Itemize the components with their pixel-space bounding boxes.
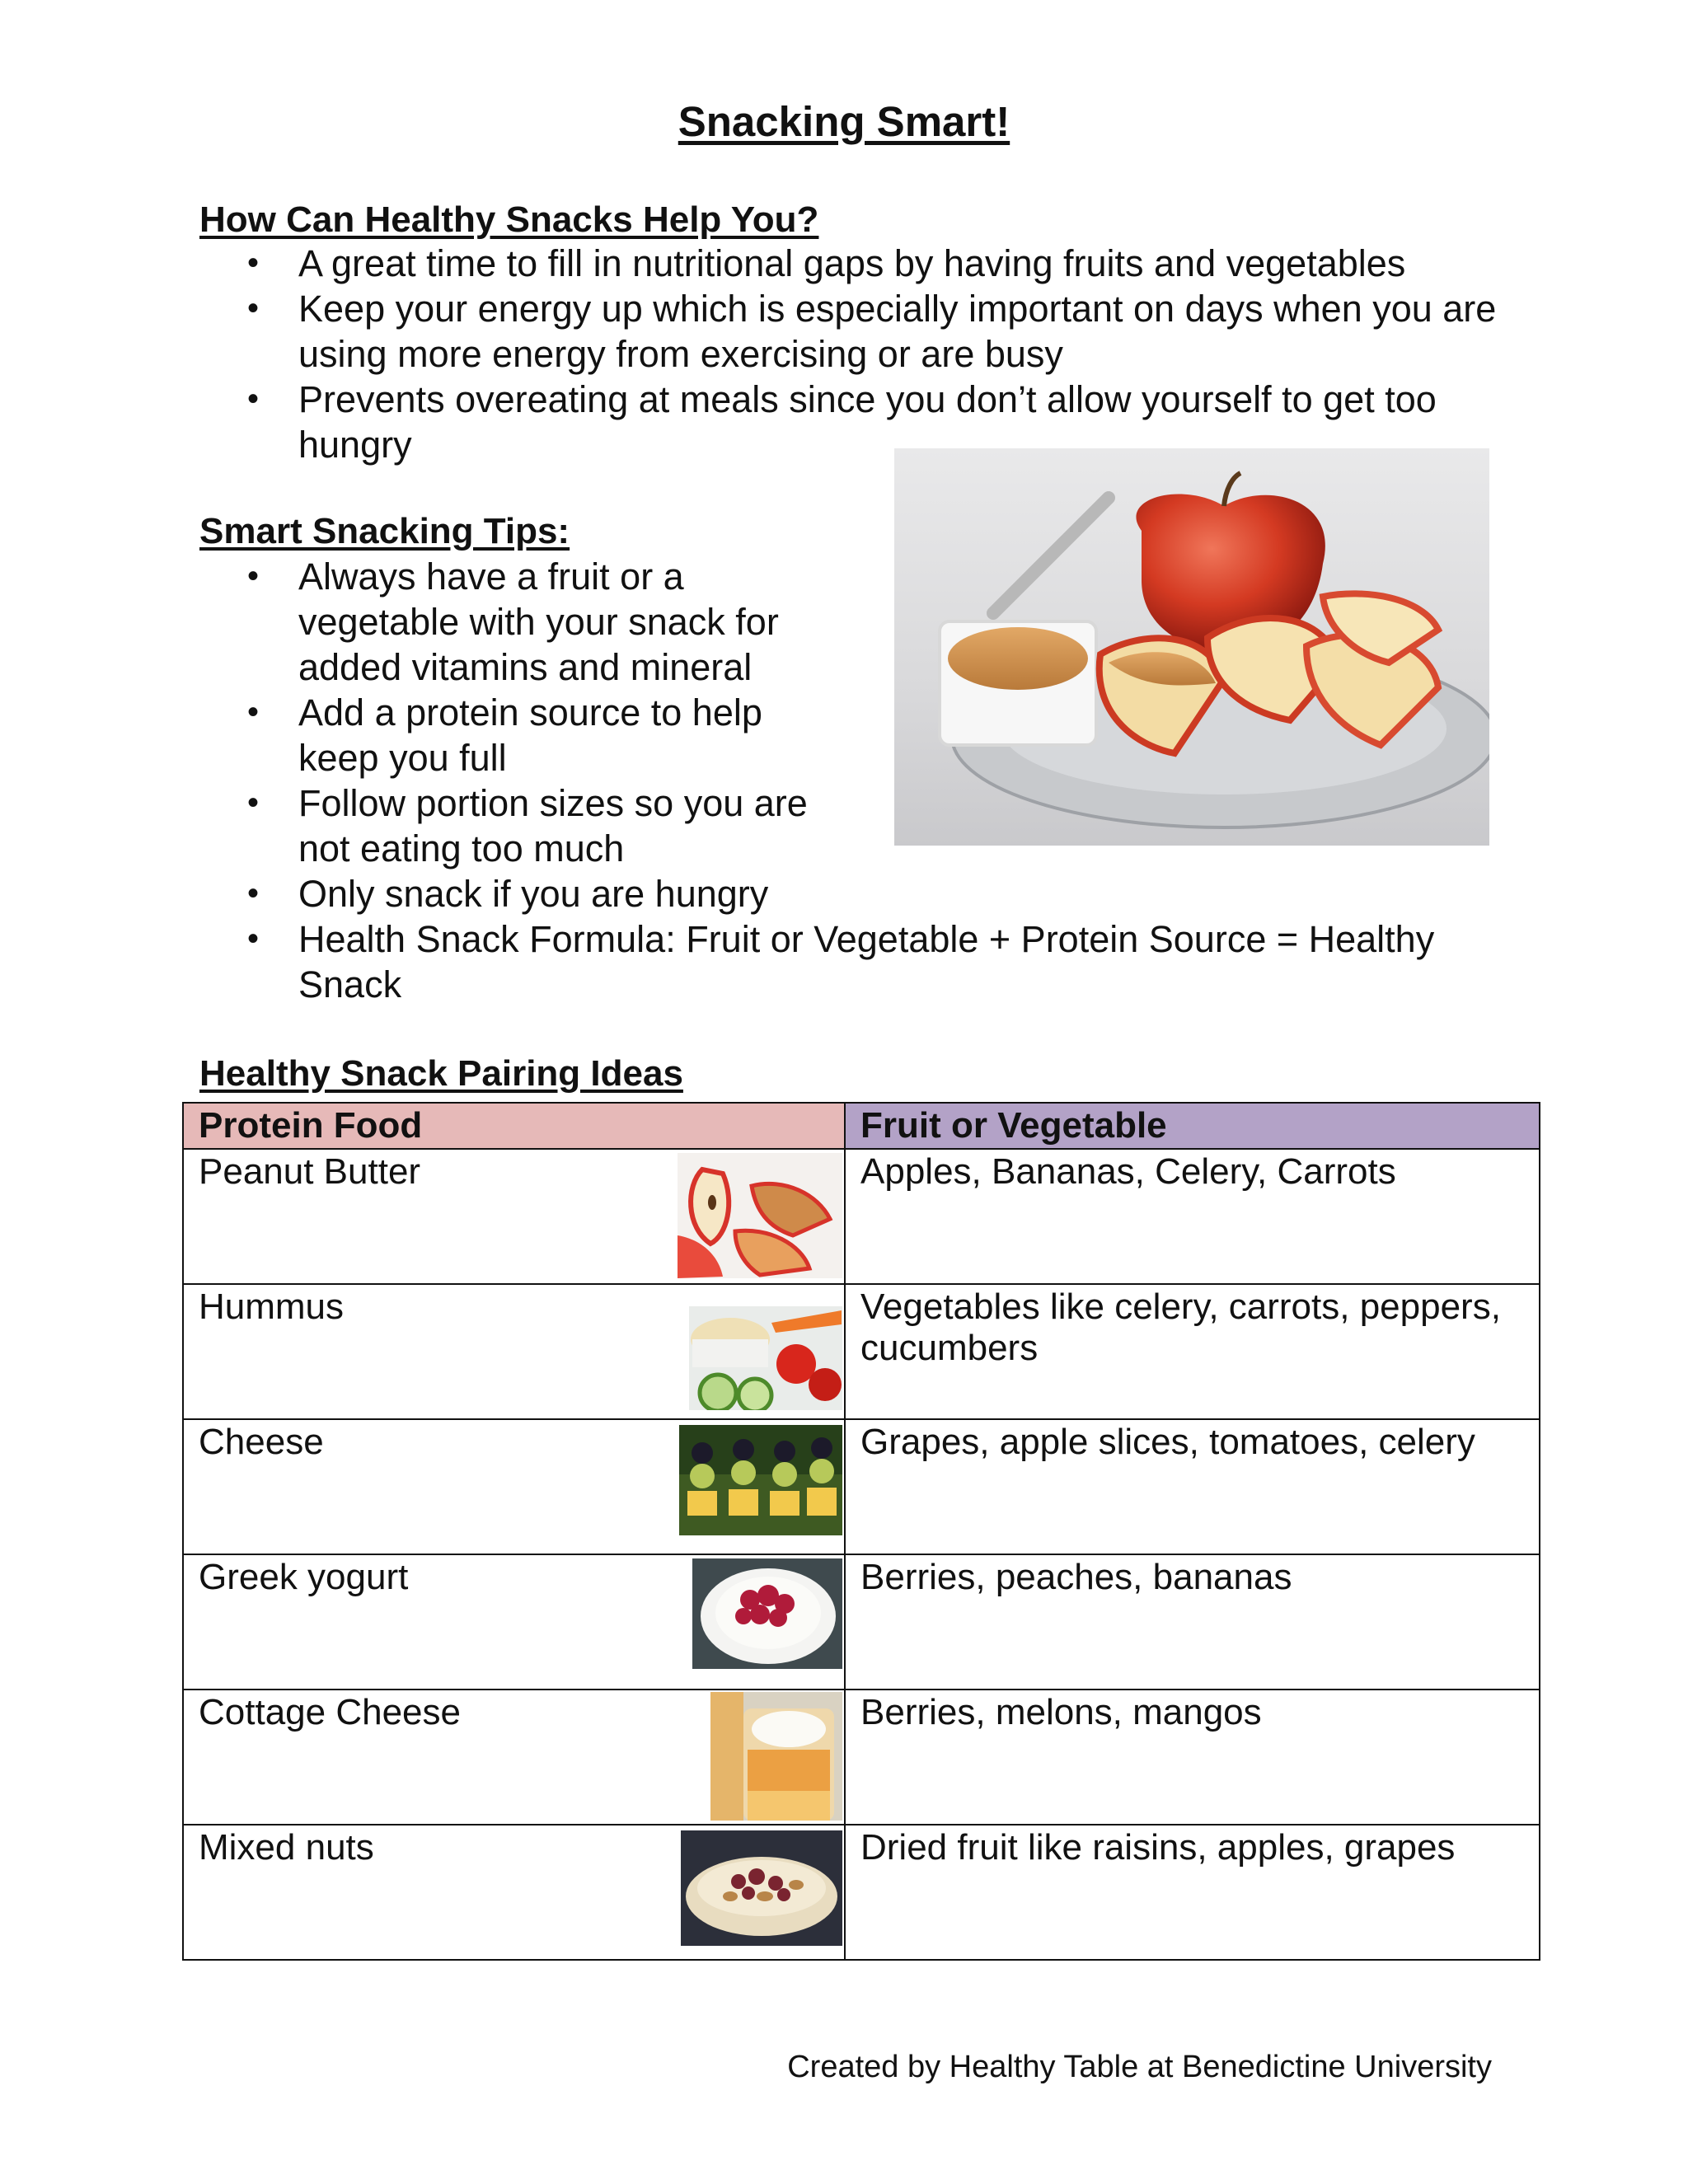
table-row [183,1554,1540,1690]
list-item: • Add a protein source to help keep you full [0,690,841,780]
pairing-cell: Berries, peaches, bananas [845,1554,1540,1690]
benefits-list [0,241,1500,467]
cheese-grape-skewers-photo [679,1425,842,1535]
nuts-dried-fruit-bowl-photo [681,1830,842,1946]
snack-pairing-table [182,1102,1540,1961]
hummus-vegetables-photo [689,1306,842,1410]
protein-label: Peanut Butter [199,1151,421,1192]
protein-label: Greek yogurt [199,1557,409,1597]
protein-cell [183,1554,845,1690]
table-row [183,1690,1540,1825]
table-row [183,1149,1540,1284]
protein-cell [183,1825,845,1960]
tips-list [0,554,1435,1007]
apple-slices-peanut-butter-photo [678,1153,842,1278]
protein-cell [183,1419,845,1554]
protein-cell [183,1284,845,1419]
table-header-row [183,1103,1540,1149]
section-heading-benefits: How Can Healthy Snacks Help You? [199,199,819,240]
pairing-cell: Dried fruit like raisins, apples, grapes [845,1825,1540,1960]
list-item: • Only snack if you are hungry [0,871,841,916]
apple-peanut-butter-photo [894,448,1489,846]
pairing-cell: Apples, Bananas, Celery, Carrots [845,1149,1540,1284]
protein-label: Mixed nuts [199,1827,374,1868]
table-row [183,1284,1540,1419]
page-title: Snacking Smart! [678,98,1010,145]
protein-cell [183,1690,845,1825]
protein-label: Cottage Cheese [199,1692,461,1732]
list-item: • Health Snack Formula: Fruit or Vegetable + Protein Source = Healthy Snack [0,916,1502,1007]
section-heading-tips: Smart Snacking Tips: [199,511,570,551]
cottage-cheese-fruit-jar-photo [710,1692,842,1821]
table-row [183,1825,1540,1960]
pairing-cell: Berries, melons, mangos [845,1690,1540,1825]
protein-label: Hummus [199,1286,345,1327]
table-row [183,1419,1540,1554]
column-header-fruit-vegetable: Fruit or Vegetable [845,1103,1540,1149]
footer-credit: Created by Healthy Table at Benedictine University [787,2050,1492,2084]
list-item: • Follow portion sizes so you are not eating too much [0,780,841,871]
list-item: • Prevents overeating at meals since you don’t allow yourself to get too hungry [0,377,1500,467]
protein-label: Cheese [199,1422,324,1462]
protein-cell [183,1149,845,1284]
list-item: • Keep your energy up which is especially important on days when you are using more energy from exercising or are busy [0,286,1500,377]
list-item: • Always have a fruit or a vegetable with your snack for added vitamins and mineral [0,554,841,690]
pairing-cell: Grapes, apple slices, tomatoes, celery [845,1419,1540,1554]
list-item: • A great time to fill in nutritional gaps by having fruits and vegetables [0,241,1500,286]
column-header-protein: Protein Food [183,1103,845,1149]
section-heading-pairings: Healthy Snack Pairing Ideas [199,1053,683,1094]
pairing-cell: Vegetables like celery, carrots, peppers, cucumbers [845,1284,1540,1419]
yogurt-berries-photo [692,1558,842,1669]
